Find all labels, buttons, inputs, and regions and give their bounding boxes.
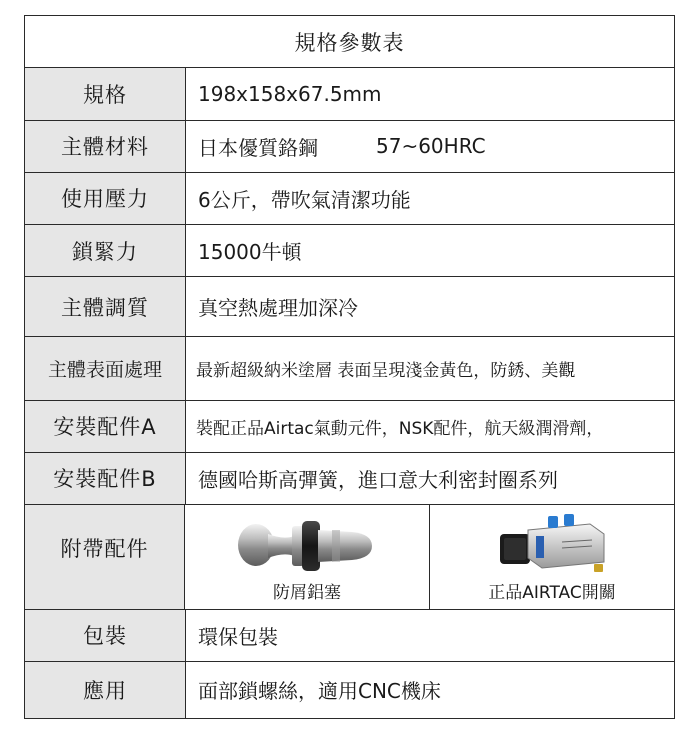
accessory-caption: 正品AIRTAC開關 bbox=[488, 582, 616, 603]
row-value: 德國哈斯高彈簧，進口意大利密封圈系列 bbox=[198, 467, 558, 492]
row-label: 規格 bbox=[25, 68, 186, 119]
table-row-application bbox=[25, 662, 674, 718]
row-value: 面部鎖螺絲，適用CNC機床 bbox=[198, 679, 441, 704]
row-label: 鎖緊力 bbox=[25, 225, 186, 276]
accessory-cells bbox=[185, 505, 674, 609]
row-label: 應用 bbox=[25, 662, 186, 718]
row-value: 真空熱處理加深冷 bbox=[198, 296, 358, 321]
row-value: 最新超級納米塗層 表面呈現淺金黃色，防銹、美觀 bbox=[196, 361, 576, 382]
row-label: 主體調質 bbox=[25, 277, 186, 336]
table-row-accessory-a bbox=[25, 401, 674, 453]
table-title bbox=[25, 16, 674, 68]
row-value: 裝配正品Airtac氣動元件，NSK配件，航天級潤滑劑， bbox=[196, 418, 604, 439]
row-label: 安裝配件A bbox=[25, 401, 186, 452]
accessory-valve bbox=[429, 505, 674, 609]
row-value: 6公斤，帶吹氣清潔功能 bbox=[198, 187, 411, 212]
table-row-clamp-force bbox=[25, 225, 674, 277]
table-row-accessory-b bbox=[25, 453, 674, 505]
accessory-plug bbox=[185, 505, 429, 609]
row-label: 安裝配件B bbox=[25, 453, 186, 504]
table-row-pressure bbox=[25, 173, 674, 225]
accessory-caption: 防屑鋁塞 bbox=[273, 582, 341, 603]
row-label: 使用壓力 bbox=[25, 173, 186, 224]
row-label: 包裝 bbox=[25, 610, 186, 661]
table-row-heat-treatment bbox=[25, 277, 674, 337]
table-row-size bbox=[25, 68, 674, 120]
row-label: 附帶配件 bbox=[25, 505, 185, 609]
table-row-included-accessories bbox=[25, 505, 674, 610]
solenoid-valve-icon bbox=[492, 512, 612, 576]
row-value: 198x158x67.5mm bbox=[198, 81, 382, 106]
table-row-material bbox=[25, 121, 674, 173]
table-row-surface bbox=[25, 337, 674, 400]
spec-table bbox=[24, 15, 675, 719]
pull-stud-plug-icon bbox=[232, 512, 382, 576]
row-value: 15000牛頓 bbox=[198, 240, 302, 265]
row-label: 主體表面處理 bbox=[25, 337, 186, 399]
row-value bbox=[186, 121, 674, 172]
hardness-text: 57~60HRC bbox=[376, 134, 486, 159]
table-title-text: 規格參數表 bbox=[294, 30, 405, 55]
row-label: 主體材料 bbox=[25, 121, 186, 172]
material-text: 日本優質鉻鋼 bbox=[198, 135, 318, 160]
row-value: 環保包裝 bbox=[198, 624, 278, 649]
table-row-packaging bbox=[25, 610, 674, 662]
